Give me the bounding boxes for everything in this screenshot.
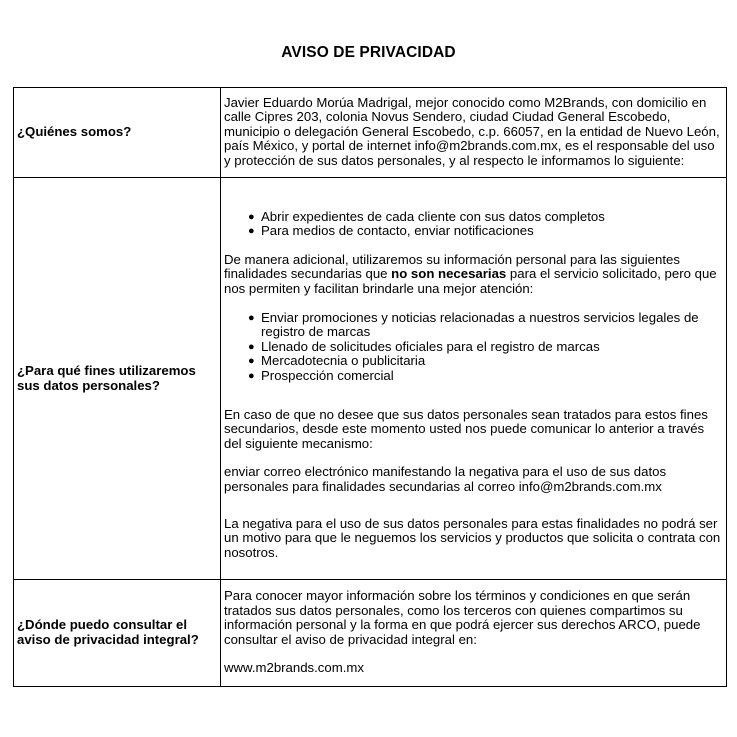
answer-quienes-text: Javier Eduardo Morúa Madrigal, mejor conocido como M2Brands, con domicilio en calle Cipres 203, colonia Novus Sendero, ciudad Ciudad General Escobedo, municipio o delegación General Escobedo, c.p. 66057, en la entidad de Nuevo León, país México, y portal de internet info@m2brands.com.mx, es el responsable del uso y protección de sus datos personales, y al respecto le informamos lo siguiente:: [224, 94, 720, 168]
page-title: AVISO DE PRIVACIDAD: [281, 44, 456, 61]
list-item: ● Prospección comercial: [248, 369, 723, 384]
question-quienes: ¿Quiénes somos?: [14, 88, 221, 178]
list-item: ● Para medios de contacto, enviar notificaciones: [248, 224, 723, 239]
secondary-intro-pre: De manera adicional, utilizaremos su información personal para las siguientes finalidades secundarias que: [224, 251, 680, 282]
secondary-purposes-intro: [224, 253, 723, 297]
table-row-donde: [14, 580, 727, 687]
secondary-intro-bold: no son necesarias: [391, 266, 507, 282]
list-item: ● Llenado de solicitudes oficiales para el registro de marcas: [248, 340, 723, 355]
optout-mechanism: enviar correo electrónico manifestando la negativa para el uso de sus datos personales para finalidades secundarias al correo info@m2brands.com.mx: [224, 464, 667, 494]
secondary-intro-post: para el servicio solicitado, pero que nos permiten y facilitan brindarle una mejor atención:: [224, 266, 717, 297]
list-item: ● Mercadotecnia o publicitaria: [248, 354, 723, 369]
question-fines: ¿Para qué fines utilizaremos sus datos personales?: [14, 178, 221, 580]
answer-quienes: [221, 88, 727, 178]
privacy-url: www.m2brands.com.mx: [224, 660, 364, 676]
secondary-purposes-list: [224, 311, 723, 384]
question-donde: ¿Dónde puedo consultar el aviso de privacidad integral?: [14, 580, 221, 687]
list-item: ● Enviar promociones y noticias relacionadas a nuestros servicios legales de registro de marcas: [248, 311, 723, 340]
answer-donde: [221, 580, 727, 687]
privacy-table: [13, 87, 727, 687]
answer-donde-text: Para conocer mayor información sobre los términos y condiciones en que serán tratados sus datos personales, como los terceros con quienes compartimos su información personal y la forma en que podrá ejercer sus derechos ARCO, puede consultar el aviso de privacidad integral en:: [224, 588, 701, 647]
primary-purposes-list: [224, 210, 723, 239]
table-row-quienes: [14, 88, 727, 178]
optout-note: La negativa para el uso de sus datos personales para estas finalidades no podrá ser un motivo para que le neguemos los servicios y productos que solicita o contrata con nosotros.: [224, 515, 721, 560]
optout-intro: En caso de que no desee que sus datos personales sean tratados para estos fines secundarios, desde este momento usted nos puede comunicar lo anterior a través del siguiente mecanismo:: [224, 406, 708, 451]
list-item: ● Abrir expedientes de cada cliente con sus datos completos: [248, 210, 723, 225]
table-row-fines: [14, 178, 727, 580]
answer-fines: [221, 178, 727, 580]
